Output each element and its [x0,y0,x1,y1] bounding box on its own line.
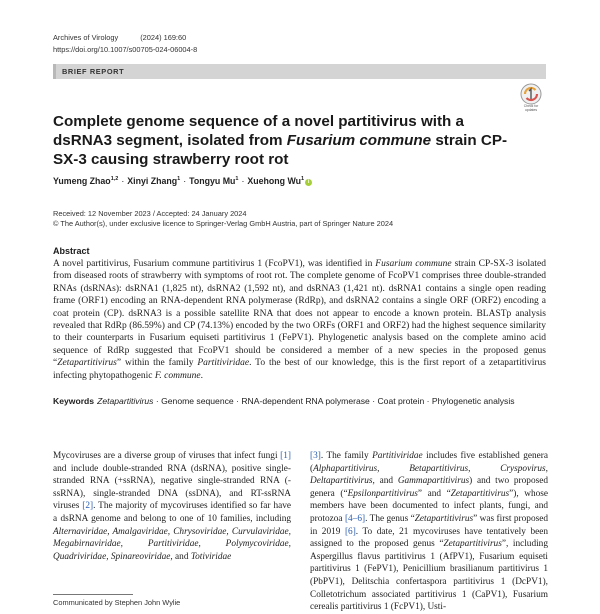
keywords: Keywords Zetapartitivirus · Genome sequence · RNA-dependent RNA polymerase · Coat protein · Phylogenetic analysis [53,396,515,406]
footnote-divider [53,594,133,595]
reference-link[interactable]: [1] [280,451,291,461]
keywords-label: Keywords [53,396,95,406]
doi-link[interactable]: https://doi.org/10.1007/s00705-024-06004-8 [53,45,198,54]
author[interactable]: Xinyi Zhang$^1$ [127,176,181,186]
reference-link[interactable]: [4–6] [344,513,366,524]
abstract-heading: Abstract [53,246,90,256]
journal-header [53,33,186,42]
author[interactable]: Xuehong Wu$^1$ [247,176,305,186]
section-banner [53,64,546,79]
check-for-updates-text: Check for updates [523,104,539,112]
body-text-left-column: Mycoviruses are a diverse group of viruses that infect fungi [1] and include double-stranded RNA (dsRNA), positive single-stranded RNA (+ssRNA), negative single-stranded RNA (-ssRNA), single-stranded DNA (ssDNA), and RT-ssRNA viruses [2]. The majority of mycoviruses identified so far have a dsRNA genome and belong to one of 10 families, including Alternaviridae, Amalgaviridae, Chrysoviridae, Curvulaviridae, Megabirnaviridae, Partitiviridae, Polymycoviridae, Quadriviridae, Spinareoviridae, and Totiviridae [53,451,291,562]
journal-citation: (2024) 169:60 [140,33,187,42]
section-label: BRIEF REPORT [62,67,125,76]
abstract-text: A novel partitivirus, Fusarium commune partitivirus 1 (FcoPV1), was identified in Fusarium commune strain CP-SX-3 isolated from diseased roots of strawberry with symptoms of root rot. The complete genome of FcoPV1 comprises three double-stranded RNAs (dsRNAs): dsRNA1 (1,825 nt), dsRNA2 (1,592 nt), and dsRNA3 (1,421 nt). dsRNA1 contains a single open reading frame (ORF1) encoding an RNA-dependent RNA polymerase (RdRp), and dsRNA2 contains a single ORF (ORF2) encoding a coat protein (CP). dsRNA3 is a possible satellite RNA that does not appear to encode a known protein. BLASTp analysis revealed that RdRp (86.59%) and CP (74.13%) encoded by the two ORFs (ORF1 and ORF2) had the highest sequence similarity to their counterparts in Fusarium equiseti partitivirus 1 (FePV1). Phylogenetic analysis based on the complete amino acid sequence of RdRp suggested that FcoPV1 should be considered a member of a new species in the proposed genus “Zetapartitivirus” within the family Partitiviridae. To the best of our knowledge, this is the first report of a zetapartitivirus infecting phytopathogenic F. commune. [53,259,547,381]
check-for-updates-badge[interactable] [516,82,546,112]
author[interactable]: Yumeng Zhao$^{1,2}$ [53,176,119,186]
copyright-notice: © The Author(s), under exclusive licence to Springer-Verlag GmbH Austria, part of Springer Nature 2024 [53,219,394,228]
reference-link[interactable]: [6] [344,526,356,537]
reference-link[interactable]: [3] [310,451,321,461]
orcid-icon[interactable]: i [305,179,312,186]
check-for-updates-icon [516,82,546,106]
author[interactable]: Tongyu Mu$^1$ [189,176,239,186]
received-accepted-dates: Received: 12 November 2023 / Accepted: 24 January 2024 [53,209,247,218]
author-list: Yumeng Zhao$^{1,2}$ · Xinyi Zhang$^1$ · Tongyu $Mu^1$ · Xuehong Wu$^1$ i [53,176,312,186]
article-title: Complete genome sequence of a novel partitivirus with a dsRNA3 segment, isolated from Fusarium commune strain CP-SX-3 causing strawberry root rot [53,113,508,168]
communicated-by-footnote: Communicated by Stephen John Wylie [53,598,181,607]
reference-link[interactable]: [2] [82,501,94,512]
journal-name: Archives of Virology [53,33,119,42]
body-text-right-column: [3]. The family Partitiviridae includes five established genera (Alphapartitivirus, Betapartitivirus, Cryspovirus, Deltapartitivirus, and Gammapartitivirus) and two proposed genera (“Epsilonpartitivirus” and “Zetapartitivirus”), whose members have been documented to infect plants, fungi, and protozoa [4–6]. The genus “Zetapartitivirus” was first proposed in 2019 [6]. To date, 21 mycoviruses have tentatively been assigned to the proposed genus “Zetapartitivirus”, including Aspergillus flavus partitivirus 1 (AfPV1), Fusarium equiseti partitivirus 1 (FePV1), Penicillium brasilianum partitivirus 1 (PbPV1), Delitschia confertaspora partitivirus 1 (DcPV1), Colletotrichum associated partitivirus 1 (CaPV1), Fusarium cerealis partitivirus 1 (FcPV1), Usti- [310,451,548,613]
